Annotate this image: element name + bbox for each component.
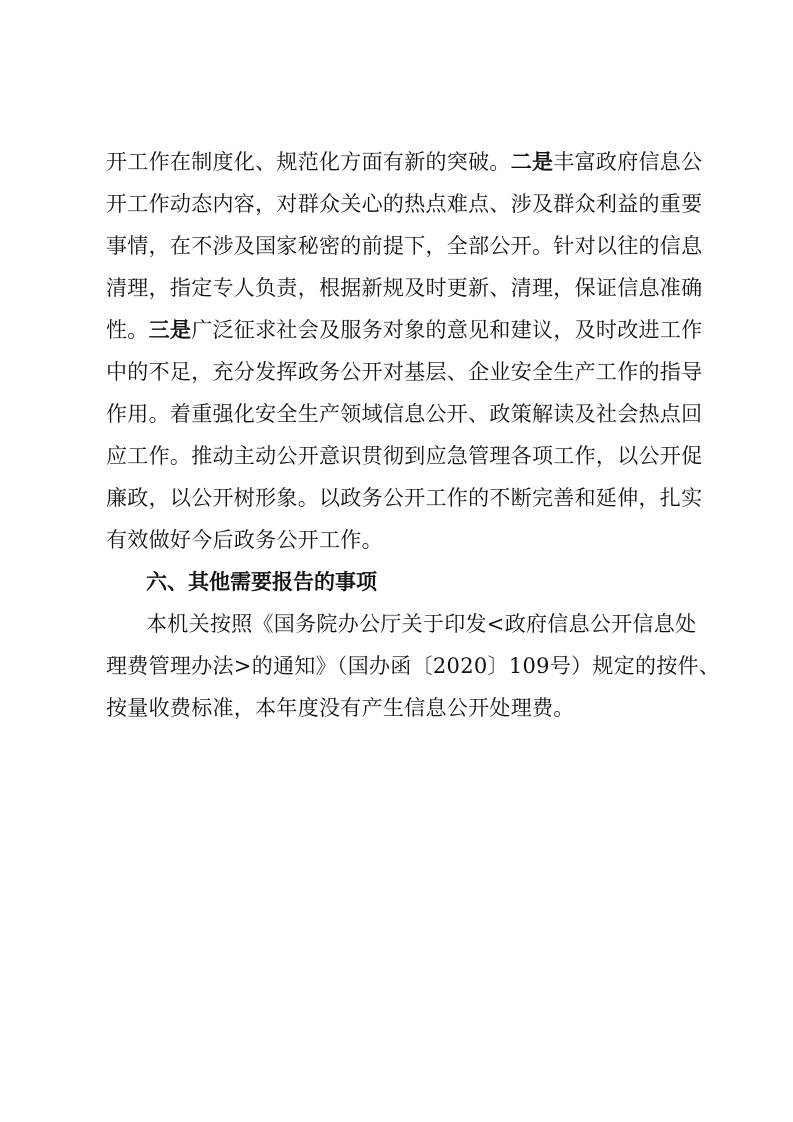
paragraph-line-6: 中的不足，充分发挥政务公开对基层、企业安全生产工作的指导 <box>106 360 703 384</box>
section-line-1: 本机关按照《国务院办公厅关于印发<政府信息公开信息处 <box>146 612 697 636</box>
paragraph-line-1 <box>106 144 703 180</box>
section-heading: 六、其他需要报告的事项 <box>146 570 377 594</box>
paragraph-line-10: 有效做好今后政务公开工作。 <box>106 528 383 552</box>
paragraph-line-9: 廉政，以公开树形象。以政务公开工作的不断完善和延伸，扎实 <box>106 486 703 510</box>
text-span: 广泛征求社会及服务对象的意见和建议，及时改进工作 <box>191 318 703 342</box>
bold-marker-two: 二是 <box>510 150 554 174</box>
text-span: 开工作在制度化、规范化方面有新的突破。 <box>106 150 511 174</box>
paragraph-line-5 <box>106 312 703 348</box>
section-line-3: 按量收费标准，本年度没有产生信息公开处理费。 <box>106 696 575 720</box>
bold-marker-three: 三是 <box>148 318 192 342</box>
paragraph-line-3: 事情，在不涉及国家秘密的前提下，全部公开。针对以往的信息 <box>106 234 703 258</box>
text-span: 丰富政府信息公 <box>553 150 703 174</box>
section-line-2: 理费管理办法>的通知》（国办函〔2020〕109号）规定的按件、 <box>106 654 721 678</box>
paragraph-line-7: 作用。着重强化安全生产领域信息公开、政策解读及社会热点回 <box>106 402 703 426</box>
paragraph-line-2: 开工作动态内容，对群众关心的热点难点、涉及群众利益的重要 <box>106 192 703 216</box>
paragraph-line-8: 应工作。推动主动公开意识贯彻到应急管理各项工作，以公开促 <box>106 444 703 468</box>
paragraph-line-4: 清理，指定专人负责，根据新规及时更新、清理，保证信息准确 <box>106 276 703 300</box>
text-span: 性。 <box>106 318 149 342</box>
